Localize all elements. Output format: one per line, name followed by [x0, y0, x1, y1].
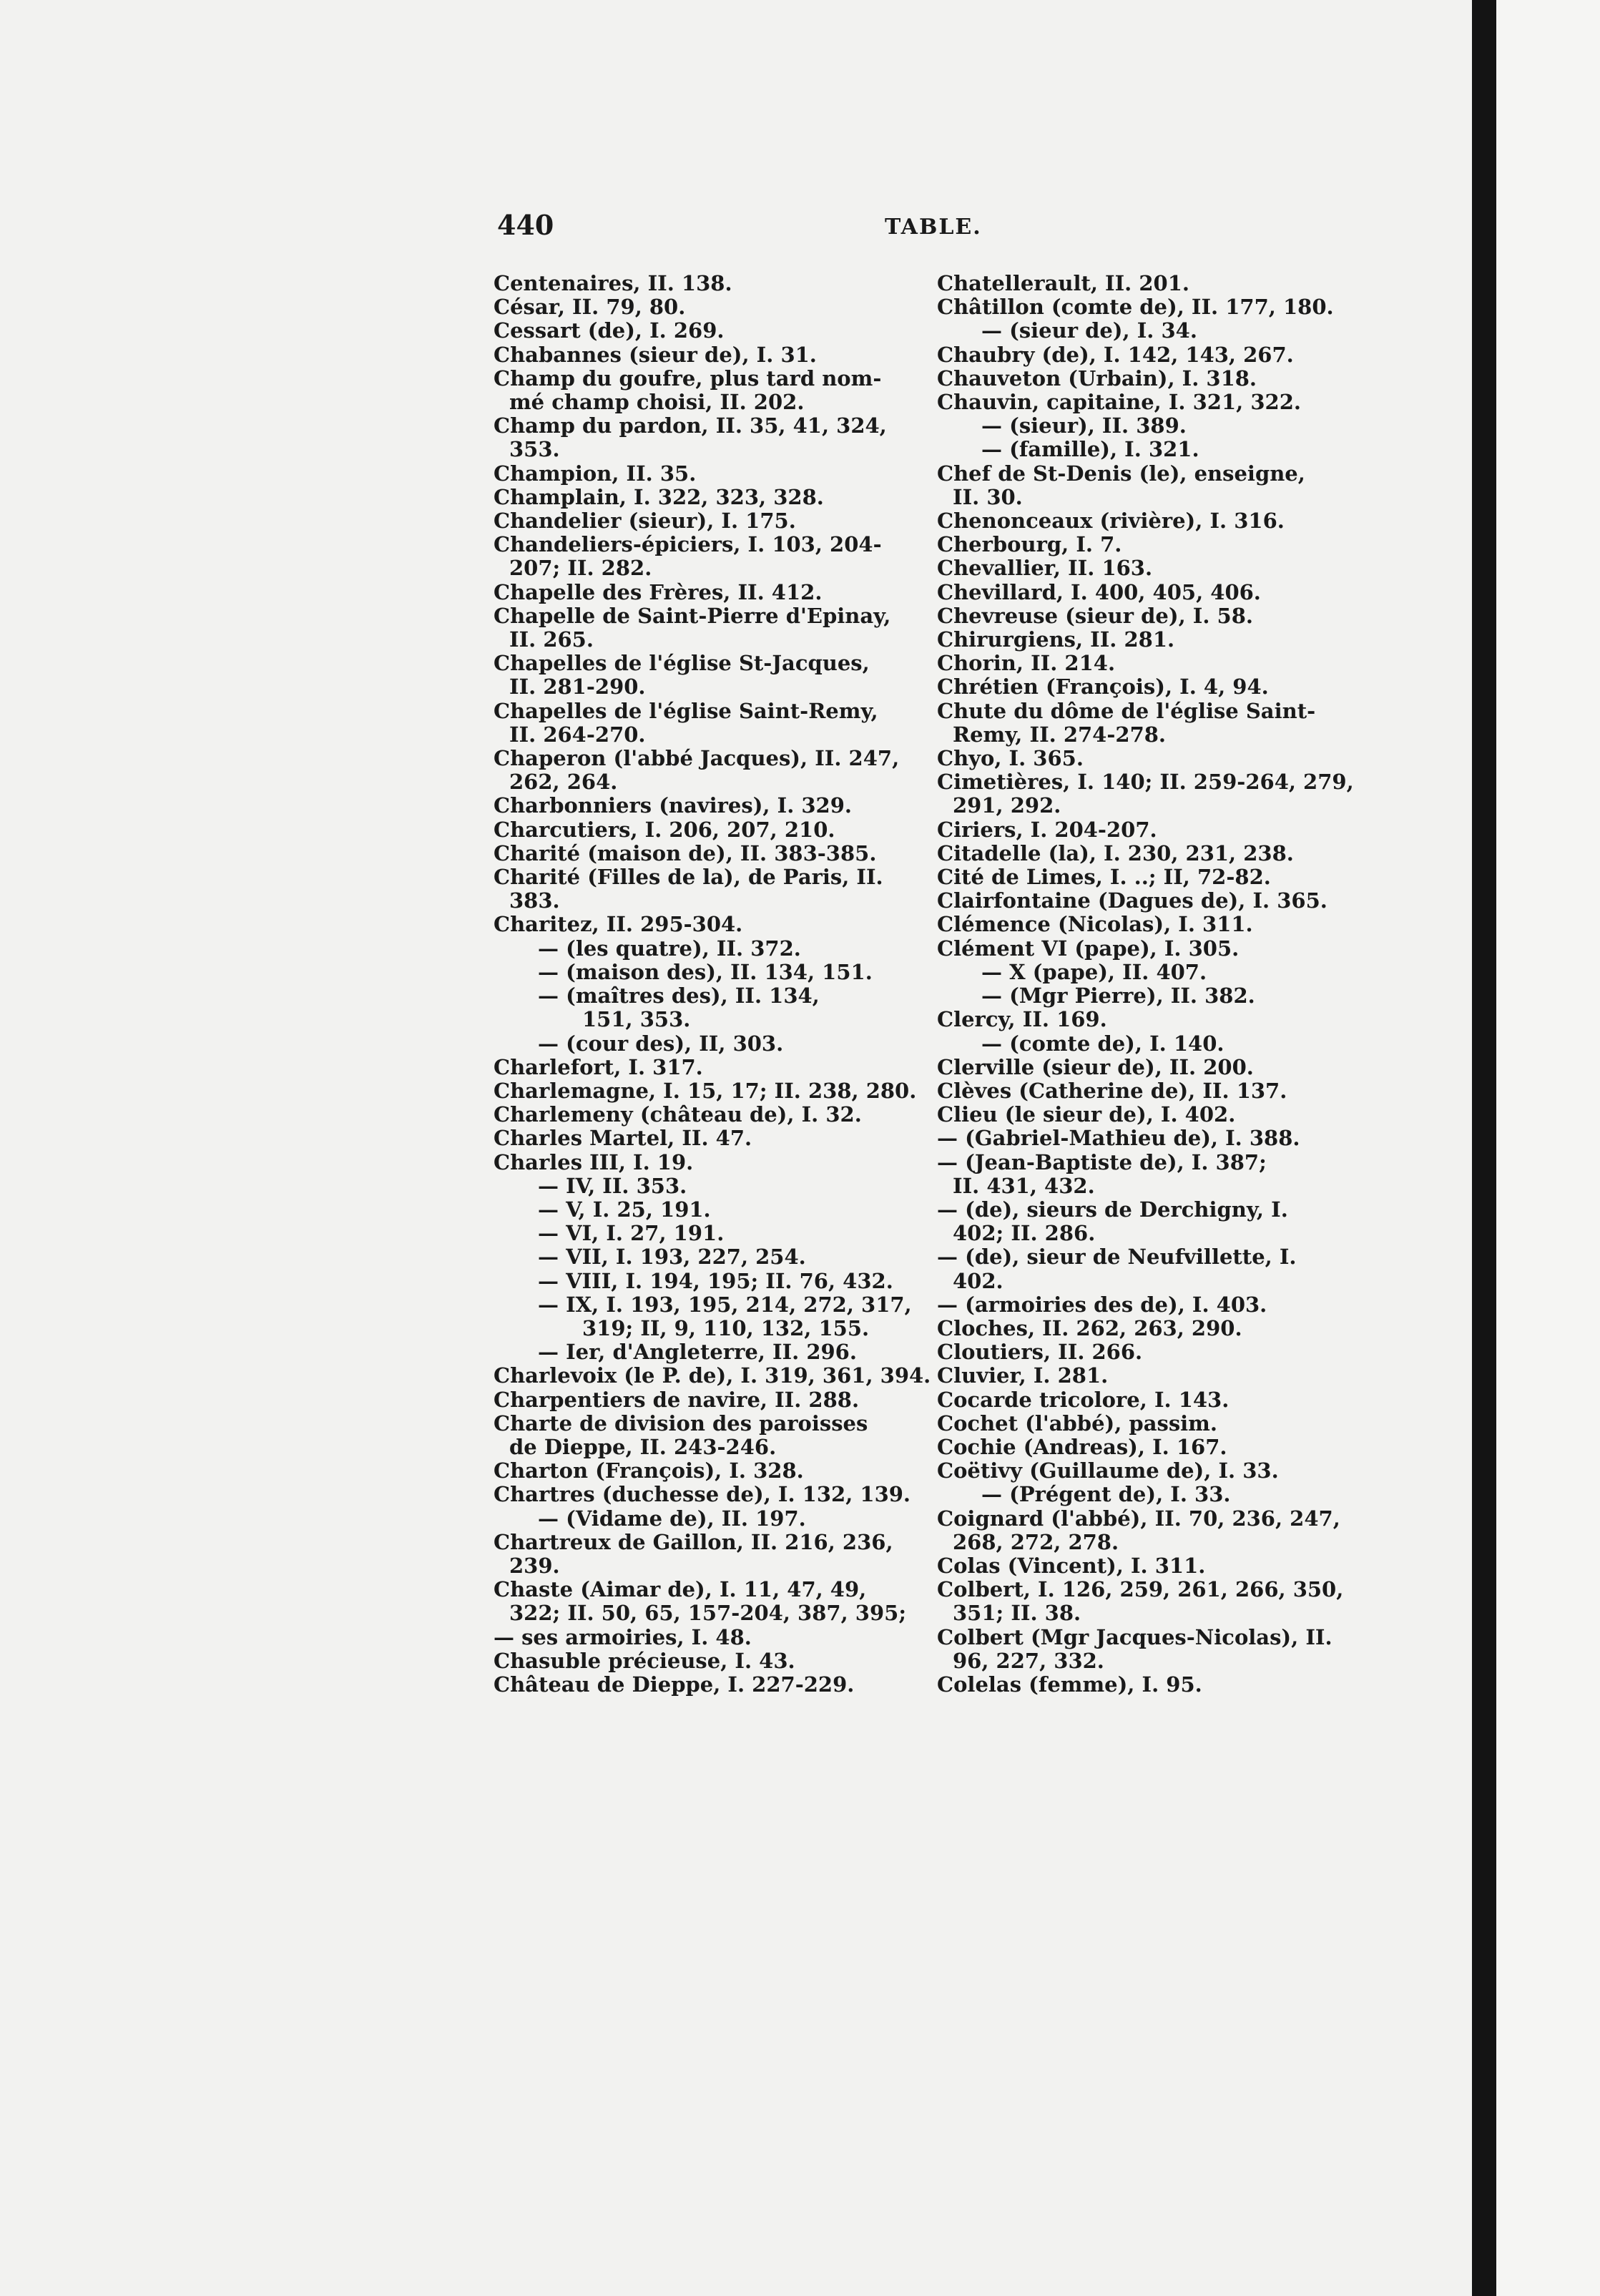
- index-entry: [494, 1293, 916, 1340]
- index-entry: [937, 700, 1366, 747]
- index-entry: [494, 1626, 916, 1649]
- index-entry: [937, 1340, 1366, 1364]
- index-entry: [494, 794, 916, 818]
- index-entry-text: — (de), sieur de Neufvillette, I.: [937, 1245, 1297, 1270]
- index-entry: [494, 367, 916, 414]
- index-entry-text: Champ du goufre, plus tard nom-: [494, 366, 882, 391]
- index-entry: [937, 1008, 1366, 1031]
- index-entry: [494, 1578, 916, 1625]
- index-entry-text: Clémence (Nicolas), I. 311.: [937, 912, 1253, 937]
- index-entry-continuation: 291, 292.: [953, 793, 1061, 818]
- index-entry-text: — (Prégent de), I. 33.: [981, 1482, 1231, 1507]
- index-entry: [937, 438, 1366, 461]
- index-entry-text: Chabannes (sieur de), I. 31.: [494, 342, 817, 367]
- index-entry-text: Charlemeny (château de), I. 32.: [494, 1102, 862, 1127]
- index-entry-text: César, II. 79, 80.: [494, 295, 686, 320]
- index-entry-text: — (famille), I. 321.: [981, 437, 1199, 462]
- index-entry-text: — (comte de), I. 140.: [981, 1031, 1224, 1056]
- index-entry-text: Charbonniers (navires), I. 329.: [494, 793, 853, 818]
- index-entry-text: Champlain, I. 322, 323, 328.: [494, 484, 824, 509]
- index-entry: [937, 937, 1366, 961]
- index-entry-text: Charlemagne, I. 15, 17; II. 238, 280.: [494, 1078, 917, 1103]
- index-entry-text: Chevallier, II. 163.: [937, 556, 1153, 581]
- index-entry-text: Colelas (femme), I. 95.: [937, 1672, 1202, 1697]
- index-entry: [494, 1459, 916, 1483]
- index-entry: [494, 462, 916, 486]
- index-entry-text: — VIII, I. 194, 195; II. 76, 432.: [538, 1268, 893, 1293]
- index-entry-text: — IX, I. 193, 195, 214, 272, 317,: [538, 1292, 912, 1317]
- index-entry-text: Chapelle de Saint-Pierre d'Epinay,: [494, 603, 891, 628]
- index-entry: [494, 1174, 916, 1198]
- index-entry: [494, 937, 916, 961]
- index-entry: [937, 1293, 1366, 1317]
- index-entry-text: Chartreux de Gaillon, II. 216, 236,: [494, 1529, 893, 1554]
- index-entry-text: Charles III, I. 19.: [494, 1149, 694, 1174]
- index-entry: [937, 889, 1366, 913]
- index-entry: [494, 319, 916, 343]
- index-entry-continuation: II. 265.: [509, 627, 594, 652]
- index-entry-text: — IV, II. 353.: [538, 1173, 687, 1198]
- index-entry: [937, 1436, 1366, 1459]
- index-entry-text: Cherbourg, I. 7.: [937, 532, 1122, 557]
- index-entry: [494, 1103, 916, 1127]
- index-entry-text: Chyo, I. 365.: [937, 746, 1084, 771]
- index-entry-text: Chrétien (François), I. 4, 94.: [937, 674, 1269, 700]
- index-entry-continuation: 268, 272, 278.: [953, 1529, 1119, 1554]
- index-entry-text: Chapelles de l'église Saint-Remy,: [494, 698, 878, 723]
- index-entry: [937, 1578, 1366, 1625]
- index-column-right: [937, 272, 1366, 1697]
- index-entry: [937, 818, 1366, 842]
- index-entry: [937, 1554, 1366, 1578]
- index-entry-text: Chenonceaux (rivière), I. 316.: [937, 509, 1285, 534]
- index-entry-text: — X (pape), II. 407.: [981, 959, 1207, 984]
- running-head: TABLE.: [885, 215, 982, 240]
- index-entry: [937, 961, 1366, 984]
- index-entry-continuation: 319; II, 9, 110, 132, 155.: [582, 1315, 870, 1340]
- index-entry-text: — (cour des), II, 303.: [538, 1031, 784, 1056]
- index-entry-text: Clément VI (pape), I. 305.: [937, 936, 1240, 961]
- index-entry: [937, 1056, 1366, 1079]
- index-entry-text: — (les quatre), II. 372.: [538, 936, 801, 961]
- index-entry: [494, 1363, 931, 1388]
- index-entry-text: Cocarde tricolore, I. 143.: [937, 1387, 1230, 1412]
- index-entry-text: — (sieur), II. 389.: [981, 413, 1187, 438]
- index-entry-text: Charles Martel, II. 47.: [494, 1126, 752, 1151]
- index-entry: [937, 1626, 1366, 1673]
- index-entry: [937, 770, 1366, 818]
- index-entry-continuation: 207; II. 282.: [509, 556, 652, 581]
- index-entry: [937, 652, 1366, 675]
- index-entry-text: Cloutiers, II. 266.: [937, 1340, 1143, 1365]
- index-entry-continuation: 402; II. 286.: [953, 1221, 1096, 1246]
- index-entry: [494, 984, 916, 1031]
- index-entry: [937, 747, 1366, 770]
- index-entry-continuation: 402.: [953, 1268, 1003, 1293]
- index-entry: [494, 295, 916, 319]
- index-entry-text: Colas (Vincent), I. 311.: [937, 1553, 1206, 1578]
- index-entry-text: Clairfontaine (Dagues de), I. 365.: [937, 888, 1327, 913]
- index-entry-text: Chandeliers-épiciers, I. 103, 204-: [494, 532, 882, 557]
- index-entry-text: Charcutiers, I. 206, 207, 210.: [494, 817, 835, 842]
- index-entry: [937, 1198, 1366, 1245]
- index-entry-text: — Ier, d'Angleterre, II. 296.: [538, 1340, 857, 1365]
- index-entry: [937, 913, 1366, 936]
- index-entry: [937, 1103, 1366, 1127]
- index-entry-text: — (de), sieurs de Derchigny, I.: [937, 1197, 1288, 1222]
- index-entry: [937, 628, 1366, 652]
- index-entry: [494, 533, 916, 580]
- index-entry-text: Cité de Limes, I. ..; II, 72-82.: [937, 865, 1271, 890]
- index-entry-text: — (Jean-Baptiste de), I. 387;: [937, 1149, 1267, 1174]
- index-entry-text: — (armoiries des de), I. 403.: [937, 1292, 1267, 1317]
- index-entry-text: Champ du pardon, II. 35, 41, 324,: [494, 413, 887, 438]
- index-entry-text: Coëtivy (Guillaume de), I. 33.: [937, 1458, 1279, 1483]
- index-entry: [494, 1151, 916, 1174]
- index-entry-text: — (maîtres des), II. 134,: [538, 983, 820, 1009]
- index-entry-continuation: 262, 264.: [509, 770, 618, 795]
- index-entry: [937, 1364, 1366, 1388]
- index-entry: [937, 556, 1366, 580]
- index-entry: [494, 818, 916, 842]
- index-entry: [937, 533, 1366, 556]
- index-entry-continuation: 351; II. 38.: [953, 1601, 1081, 1626]
- index-entry-text: Cessart (de), I. 269.: [494, 318, 725, 343]
- index-entry: [937, 865, 1366, 889]
- index-entry: [937, 319, 1366, 343]
- index-entry: [937, 509, 1366, 533]
- index-entry: [494, 700, 916, 747]
- index-entry: [937, 604, 1366, 628]
- index-entry: [494, 1222, 916, 1245]
- index-entry: [937, 1317, 1366, 1340]
- index-entry-text: — (maison des), II. 134, 151.: [538, 959, 873, 984]
- index-entry-text: Charton (François), I. 328.: [494, 1458, 804, 1483]
- index-entry-text: Ciriers, I. 204-207.: [937, 817, 1157, 842]
- index-entry-text: Chevillard, I. 400, 405, 406.: [937, 579, 1261, 604]
- index-entry: [494, 652, 916, 699]
- index-entry-text: Charpentiers de navire, II. 288.: [494, 1387, 860, 1412]
- index-entry-text: Charte de division des paroisses: [494, 1411, 868, 1436]
- index-entry: [937, 391, 1366, 414]
- index-entry-text: Château de Dieppe, I. 227-229.: [494, 1672, 855, 1697]
- index-entry-text: — (Vidame de), II. 197.: [538, 1506, 806, 1531]
- index-entry-text: Chauveton (Urbain), I. 318.: [937, 366, 1257, 391]
- index-entry-continuation: Remy, II. 274-278.: [953, 722, 1167, 747]
- index-entry: [937, 272, 1366, 295]
- index-entry-continuation: 322; II. 50, 65, 157-204, 387, 395;: [509, 1601, 907, 1626]
- index-entry-continuation: 383.: [509, 888, 560, 913]
- index-entry: [937, 1412, 1366, 1436]
- index-entry: [494, 961, 916, 984]
- index-entry: [494, 1032, 916, 1056]
- index-entry: [937, 675, 1366, 699]
- index-entry: [494, 842, 916, 865]
- index-entry-text: Chirurgiens, II. 281.: [937, 627, 1175, 652]
- index-entry: [937, 1459, 1366, 1483]
- index-entry-text: — VI, I. 27, 191.: [538, 1221, 725, 1246]
- index-entry: [937, 1079, 1366, 1103]
- index-entry: [494, 1483, 916, 1506]
- index-entry: [494, 747, 916, 794]
- index-entry-continuation: II. 264-270.: [509, 722, 646, 747]
- index-entry-text: Colbert, I. 126, 259, 261, 266, 350,: [937, 1577, 1344, 1602]
- index-entry: [937, 295, 1366, 319]
- index-entry: [494, 1340, 916, 1364]
- index-entry-continuation: de Dieppe, II. 243-246.: [509, 1434, 777, 1459]
- index-entry: [494, 1388, 916, 1412]
- index-entry-text: Charlefort, I. 317.: [494, 1054, 703, 1079]
- index-entry: [494, 581, 916, 604]
- index-entry: [494, 913, 916, 936]
- index-entry-continuation: II. 30.: [953, 484, 1023, 509]
- index-entry-text: Cochet (l'abbé), passim.: [937, 1411, 1217, 1436]
- index-entry: [937, 984, 1366, 1008]
- index-entry-text: Citadelle (la), I. 230, 231, 238.: [937, 840, 1294, 865]
- index-entry-continuation: 96, 227, 332.: [953, 1648, 1104, 1673]
- index-entry: [494, 1198, 916, 1222]
- index-entry-text: Cimetières, I. 140; II. 259-264, 279,: [937, 770, 1354, 795]
- index-entry-text: Cloches, II. 262, 263, 290.: [937, 1315, 1242, 1340]
- index-entry-text: Chauvin, capitaine, I. 321, 322.: [937, 390, 1301, 415]
- index-entry-text: Clerville (sieur de), II. 200.: [937, 1054, 1254, 1079]
- index-entry: [937, 1483, 1366, 1506]
- index-entry-text: Colbert (Mgr Jacques-Nicolas), II.: [937, 1624, 1332, 1649]
- index-entry: [937, 462, 1366, 509]
- index-entry: [494, 865, 916, 913]
- index-entry-continuation: mé champ choisi, II. 202.: [509, 390, 805, 415]
- index-entry-text: — V, I. 25, 191.: [538, 1197, 711, 1222]
- index-entry-text: — VII, I. 193, 227, 254.: [538, 1245, 806, 1270]
- index-entry-text: Centenaires, II. 138.: [494, 271, 732, 295]
- index-entry: [494, 1507, 916, 1531]
- index-entry: [937, 1507, 1366, 1554]
- index-entry: [494, 1079, 916, 1103]
- index-entry: [937, 367, 1366, 391]
- facing-page-margin: [1496, 0, 1600, 2296]
- index-entry: [494, 604, 916, 652]
- index-entry-text: — (Mgr Pierre), II. 382.: [981, 983, 1255, 1009]
- index-entry-text: Chevreuse (sieur de), I. 58.: [937, 603, 1253, 628]
- index-entry: [937, 842, 1366, 865]
- index-entry-text: Clercy, II. 169.: [937, 1007, 1107, 1032]
- index-entry-text: Chartres (duchesse de), I. 132, 139.: [494, 1482, 911, 1507]
- index-entry-text: Champion, II. 35.: [494, 461, 697, 486]
- index-entry: [494, 1245, 916, 1269]
- index-entry-text: Clèves (Catherine de), II. 137.: [937, 1078, 1287, 1103]
- index-entry: [937, 1151, 1366, 1198]
- index-entry: [937, 581, 1366, 604]
- index-entry-text: Chaste (Aimar de), I. 11, 47, 49,: [494, 1577, 867, 1602]
- index-entry-text: Chef de St-Denis (le), enseigne,: [937, 461, 1305, 486]
- index-entry-text: — (sieur de), I. 34.: [981, 318, 1197, 343]
- index-entry-text: Charité (Filles de la), de Paris, II.: [494, 865, 883, 890]
- index-entry: [494, 343, 916, 367]
- index-entry-text: Chatellerault, II. 201.: [937, 271, 1189, 295]
- page-number: 440: [497, 209, 554, 241]
- index-entry-text: Chandelier (sieur), I. 175.: [494, 509, 796, 534]
- index-entry-text: — (Gabriel-Mathieu de), I. 388.: [937, 1126, 1300, 1151]
- index-entry-text: Cluvier, I. 281.: [937, 1363, 1109, 1388]
- index-entry: [494, 1649, 916, 1673]
- index-entry: [494, 1056, 916, 1079]
- index-entry: [937, 1032, 1366, 1056]
- index-entry-text: Chaubry (de), I. 142, 143, 267.: [937, 342, 1294, 367]
- index-entry-text: Chapelle des Frères, II. 412.: [494, 579, 823, 604]
- index-entry: [937, 414, 1366, 438]
- index-entry-text: Clieu (le sieur de), I. 402.: [937, 1102, 1236, 1127]
- index-entry: [494, 1673, 916, 1697]
- index-column-left: [494, 271, 931, 1697]
- index-entry: [937, 1388, 1366, 1412]
- index-entry-continuation: 239.: [509, 1553, 560, 1578]
- index-entry: [937, 1245, 1366, 1292]
- index-entry: [494, 486, 916, 509]
- index-entry: [494, 1270, 916, 1293]
- index-entry-continuation: 151, 353.: [582, 1007, 691, 1032]
- index-entry-text: — ses armoiries, I. 48.: [494, 1624, 752, 1649]
- index-entry: [494, 509, 916, 533]
- index-entry-text: Cochie (Andreas), I. 167.: [937, 1434, 1227, 1459]
- index-entry-text: Chaperon (l'abbé Jacques), II. 247,: [494, 746, 900, 771]
- index-entry: [937, 1673, 1366, 1697]
- index-entry-text: Châtillon (comte de), II. 177, 180.: [937, 295, 1334, 320]
- index-entry-text: Coignard (l'abbé), II. 70, 236, 247,: [937, 1506, 1340, 1531]
- index-entry-text: Charité (maison de), II. 383-385.: [494, 840, 877, 865]
- index-entry-continuation: II. 431, 432.: [953, 1173, 1095, 1198]
- index-entry-text: Chute du dôme de l'église Saint-: [937, 698, 1316, 723]
- index-entry: [937, 343, 1366, 367]
- index-entry-text: Chapelles de l'église St-Jacques,: [494, 651, 870, 676]
- index-entry: [494, 272, 916, 295]
- index-entry: [494, 1127, 916, 1150]
- index-entry-continuation: II. 281-290.: [509, 674, 646, 700]
- index-entry-text: Charlevoix (le P. de), I. 319, 361, 394.: [494, 1363, 931, 1388]
- index-entry-text: Chorin, II. 214.: [937, 651, 1116, 676]
- index-entry: [494, 1531, 916, 1578]
- index-entry-continuation: 353.: [509, 437, 560, 462]
- index-entry: [494, 414, 916, 461]
- index-entry-text: Chasuble précieuse, I. 43.: [494, 1648, 795, 1673]
- index-entry: [494, 1412, 916, 1459]
- index-entry-text: Charitez, II. 295-304.: [494, 912, 743, 937]
- index-entry: [937, 1127, 1366, 1150]
- page-edge-shadow: [1472, 0, 1496, 2296]
